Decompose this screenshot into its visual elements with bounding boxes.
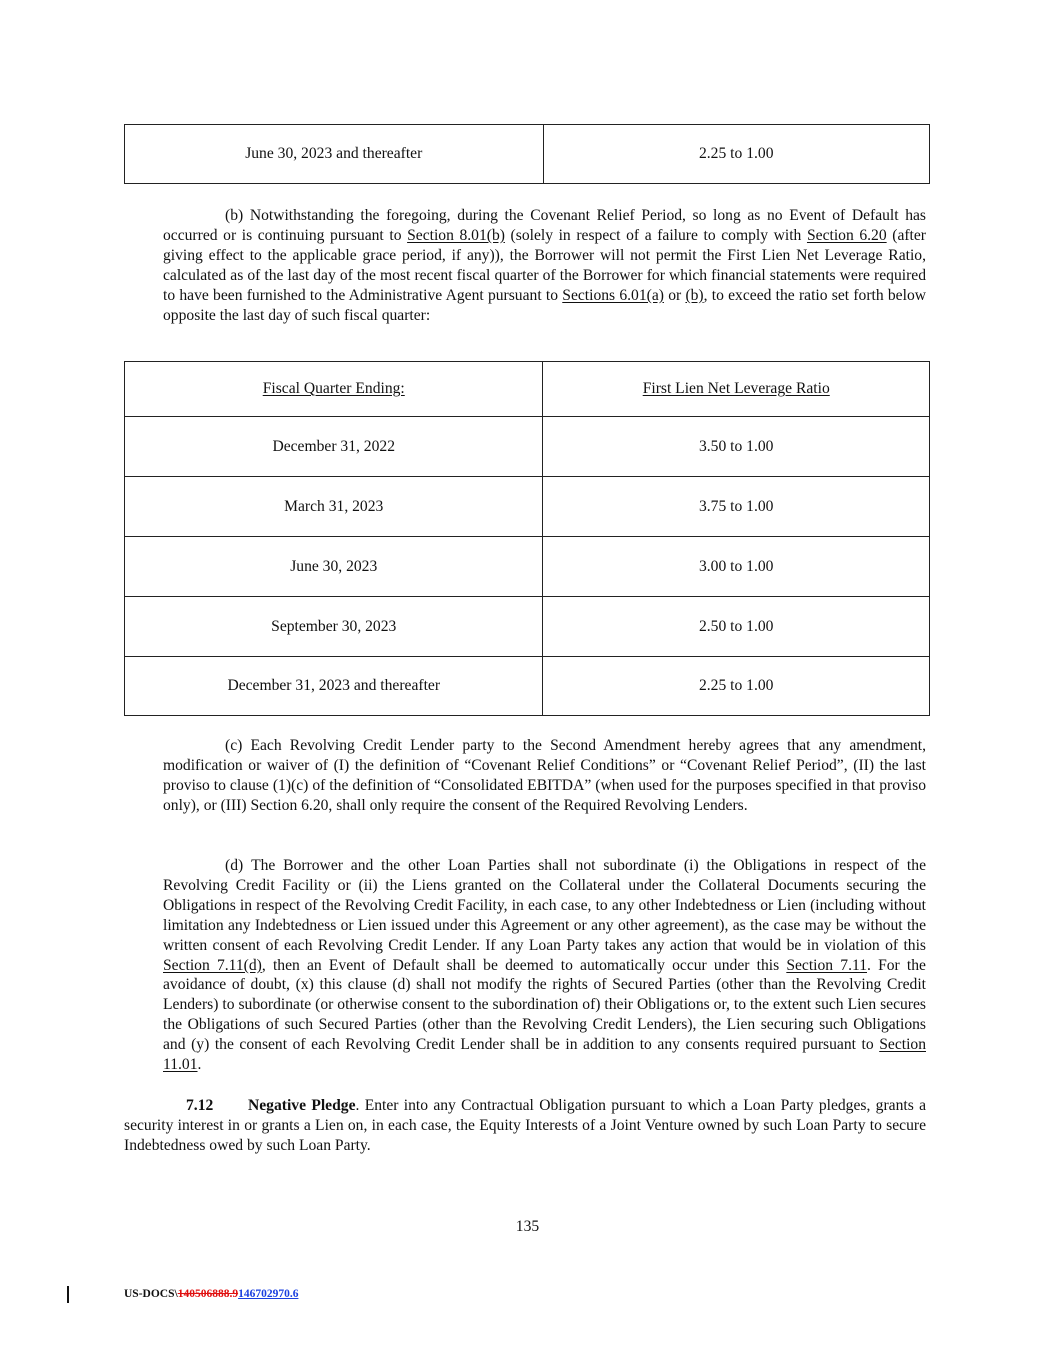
table-row — [125, 657, 930, 716]
page-number: 135 — [515, 1218, 540, 1235]
section-7-11-ref[interactable]: Section 7.11 — [786, 956, 867, 974]
paragraph-d-text-1: The Borrower and the other Loan Parties shall not subordinate (i) the Obligations in respect of the Revolving Credit Facility or (ii) the Liens granted on the Collateral under the Collateral Documents securing the Obligations in respect of the Revolving Credit Facility, in each case, to any other Indebtedness or Lien (including without limitation any Indebtedness or Lien issued under this Agreement or any other agreement), as the case may be without the written consent of each Revolving Credit Lender. If any Loan Party takes any action that would be in violation of this — [163, 857, 926, 954]
paragraph-b-label: (b) — [225, 207, 244, 224]
ratio-cell: 3.75 to 1.00 — [543, 477, 930, 537]
table-row — [125, 597, 930, 657]
paragraph-d-text-4: . — [197, 1056, 202, 1074]
paragraph-b-text-2: (solely in respect of a failure to comply with — [504, 226, 807, 244]
section-8-01b-ref[interactable]: Section 8.01(b) — [407, 226, 505, 244]
section-title: Negative Pledge — [248, 1097, 356, 1114]
section-6-20-ref[interactable]: Section 6.20 — [806, 226, 887, 244]
paragraph-d-label: (d) — [225, 857, 244, 874]
change-bar — [67, 1286, 69, 1303]
paragraph-b-text-4: or — [663, 286, 686, 304]
section-7-11d-ref[interactable]: Section 7.11(d) — [163, 956, 262, 974]
paragraph-d-text-2: , then an Event of Default shall be deemed to automatically occur under this — [261, 956, 787, 974]
section-text: . Enter into any Contractual Obligation pursuant to which a Loan Party pledges, grants a security interest in or grants a Lien on, in each case, the Equity Interests of a Joint Venture owned by such Loan Party to secure Indebtedness owed by such Loan Party. — [124, 1097, 926, 1154]
fiscal-quarter-cell: March 31, 2023 — [125, 477, 543, 537]
section-6-01b-ref[interactable]: (b) — [685, 286, 704, 304]
table-row — [125, 125, 930, 184]
table-row — [125, 537, 930, 597]
fiscal-quarter-cell: June 30, 2023 and thereafter — [125, 125, 544, 184]
paragraph-c-label: (c) — [225, 737, 243, 754]
fiscal-quarter-cell: June 30, 2023 — [125, 537, 543, 597]
fiscal-quarter-cell: September 30, 2023 — [125, 597, 543, 657]
table-header-row — [125, 362, 930, 417]
document-id-footer — [124, 1288, 298, 1300]
ratio-cell: 2.50 to 1.00 — [543, 597, 930, 657]
footer-inserted-id: 146702970.6 — [238, 1288, 299, 1300]
section-7-12 — [124, 1096, 926, 1156]
ratio-cell: 2.25 to 1.00 — [543, 657, 930, 716]
paragraph-c-text: Each Revolving Credit Lender party to the Second Amendment hereby agrees that any amendment, modification or waiver of (I) the definition of “Covenant Relief Conditions” or “Covenant Relief Period”, (II) the last proviso to clause (1)(c) of the definition of “Consolidated EBITDA” (when used for the purposes specified in that proviso only), or (III) Section 6.20, shall only require the consent of the Required Revolving Lenders. — [163, 737, 926, 814]
fiscal-quarter-cell: December 31, 2022 — [125, 417, 543, 477]
paragraph-d — [163, 856, 926, 1075]
section-number: 7.12 — [186, 1097, 214, 1114]
footer-deleted-id: 140506888.9 — [177, 1288, 239, 1300]
sections-6-01a-ref[interactable]: Sections 6.01(a) — [562, 286, 664, 304]
footer-prefix: US-DOCS\ — [124, 1288, 178, 1300]
ratio-cell: 2.25 to 1.00 — [543, 125, 930, 184]
fiscal-quarter-cell: December 31, 2023 and thereafter — [125, 657, 543, 716]
section-11-01-ref[interactable]: Section 11.01 — [163, 1036, 926, 1074]
paragraph-c — [163, 736, 926, 816]
ratio-cell: 3.50 to 1.00 — [543, 417, 930, 477]
table-row — [125, 417, 930, 477]
column-header-ratio: First Lien Net Leverage Ratio — [642, 380, 830, 397]
paragraph-b-text-3: (after giving effect to the applicable grace period, if any)), the Borrower will not permit the First Lien Net Leverage Ratio, calculated as of the last day of the most recent fiscal quarter of the Borrower for which financial statements were required to have been furnished to the Administrative Agent pursuant to — [163, 226, 926, 304]
ratio-cell: 3.00 to 1.00 — [543, 537, 930, 597]
paragraph-b-text-5: , to exceed the ratio set forth below opposite the last day of such fiscal quarter: — [163, 286, 926, 324]
paragraph-b-text-1: Notwithstanding the foregoing, during the Covenant Relief Period, so long as no Event of Default has occurred or is continuing pursuant to — [163, 207, 926, 244]
table-row — [125, 477, 930, 537]
leverage-ratio-table — [124, 361, 930, 716]
paragraph-d-text-3: . For the avoidance of doubt, (x) this clause (d) shall not modify the rights of Secured Parties (other than the Revolving Credit Lenders) to subordinate (or otherwise consent to the subordination of) their Obligations or, to the extent such Lien secures the Obligations of such Secured Parties (other than the Revolving Credit Lenders), the Lien securing such Obligations and (y) the consent of each Revolving Credit Lender shall be in addition to any consents required pursuant to — [163, 956, 926, 1054]
column-header-fiscal-quarter: Fiscal Quarter Ending: — [262, 380, 405, 397]
paragraph-b — [163, 206, 926, 325]
ratio-table-continuation — [124, 124, 930, 184]
